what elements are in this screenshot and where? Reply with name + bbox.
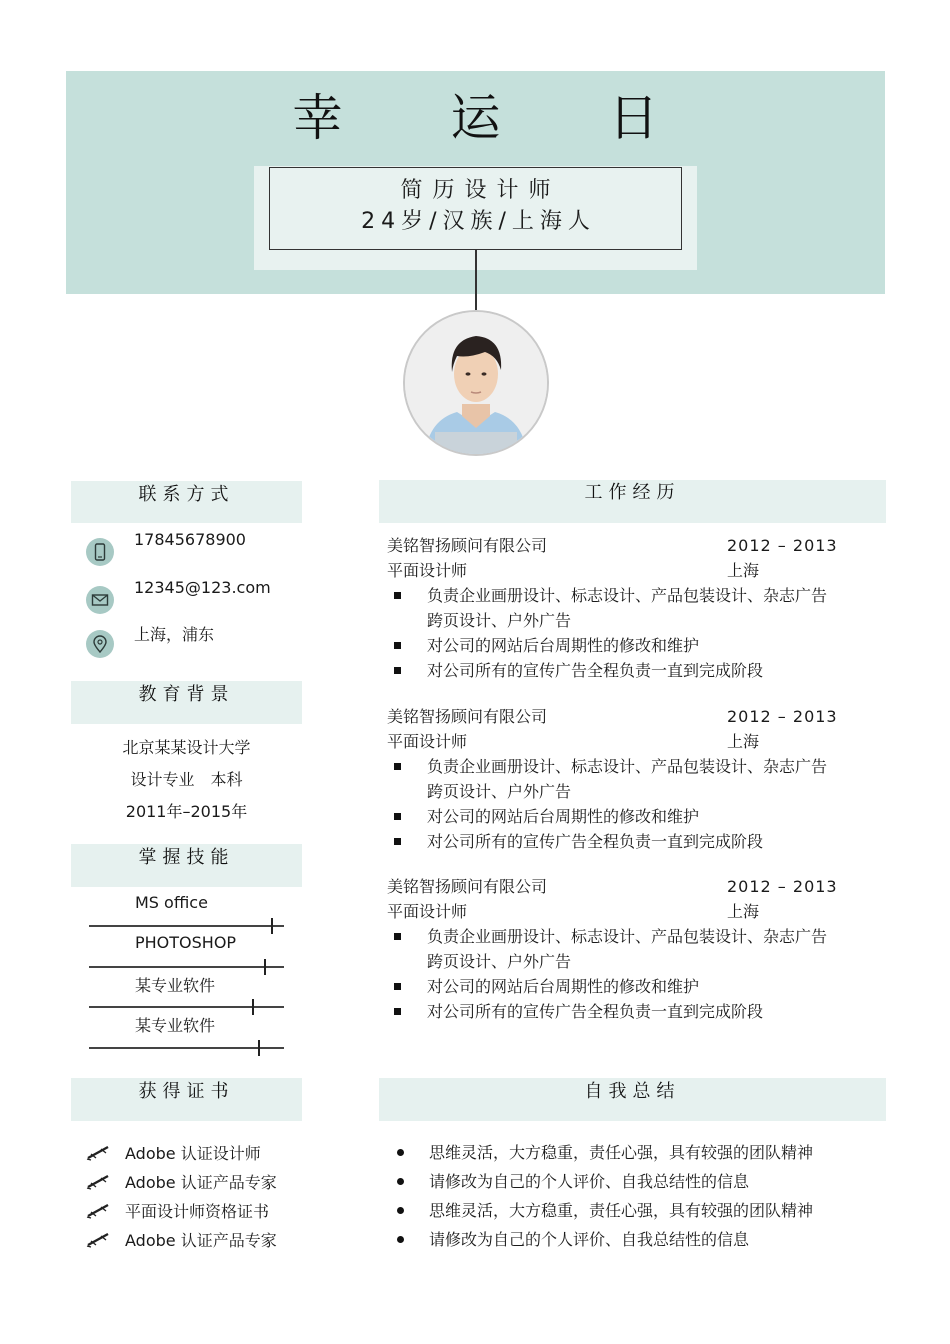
diploma-icon xyxy=(86,1201,112,1219)
skill-level-marker xyxy=(252,999,254,1015)
job-city: 上海 xyxy=(727,561,760,580)
skill-bar xyxy=(89,966,284,968)
location-pin-icon xyxy=(86,630,114,658)
diploma-icon xyxy=(86,1230,112,1248)
certificate-name: Adobe 认证设计师 xyxy=(125,1144,261,1163)
skills-heading-text: 掌握技能 xyxy=(138,847,235,868)
skill-name: MS office xyxy=(135,893,208,912)
phone-number[interactable]: 17845678900 xyxy=(134,530,246,549)
portrait-illustration xyxy=(405,312,547,454)
work-heading-text: 工作经历 xyxy=(584,482,681,503)
job-company: 美铭智扬顾问有限公司 xyxy=(387,877,548,896)
contact-heading xyxy=(71,481,302,523)
job-city: 上海 xyxy=(727,732,760,751)
summary-list xyxy=(387,1138,867,1254)
summary-item: 请修改为自己的个人评价、自我总结性的信息 xyxy=(387,1225,867,1254)
person-name: 幸运日 xyxy=(292,89,767,147)
job-duties xyxy=(387,583,857,683)
certificate-name: 平面设计师资格证书 xyxy=(125,1202,270,1221)
diploma-icon xyxy=(86,1172,112,1190)
phone-icon xyxy=(86,538,114,566)
skill-level-marker xyxy=(264,959,266,975)
job-duty: 对公司的网站后台周期性的修改和维护 xyxy=(387,633,837,658)
summary-item: 请修改为自己的个人评价、自我总结性的信息 xyxy=(387,1167,867,1196)
summary-heading-text: 自我总结 xyxy=(584,1081,681,1102)
job-years: 2012 – 2013 xyxy=(727,707,838,726)
job-entry xyxy=(387,704,857,854)
job-company: 美铭智扬顾问有限公司 xyxy=(387,707,548,726)
skill-bar xyxy=(89,1006,284,1008)
job-role: 平面设计师 xyxy=(387,561,468,580)
avatar xyxy=(403,310,549,456)
education-major: 设计专业 本科 xyxy=(130,770,243,789)
job-duties xyxy=(387,924,857,1024)
certificates-heading xyxy=(71,1078,302,1121)
job-duty: 对公司所有的宣传广告全程负责一直到完成阶段 xyxy=(387,829,837,854)
summary-item: 思维灵活，大方稳重，责任心强，具有较强的团队精神 xyxy=(387,1196,867,1225)
education-period: 2011年–2015年 xyxy=(125,802,248,821)
job-duty: 对公司的网站后台周期性的修改和维护 xyxy=(387,804,837,829)
job-duty: 对公司所有的宣传广告全程负责一直到完成阶段 xyxy=(387,658,837,683)
diploma-icon xyxy=(86,1143,112,1161)
job-duty: 对公司所有的宣传广告全程负责一直到完成阶段 xyxy=(387,999,837,1024)
job-role: 平面设计师 xyxy=(387,902,468,921)
job-years: 2012 – 2013 xyxy=(727,536,838,555)
skill-bar xyxy=(89,1047,284,1049)
title-box xyxy=(269,167,682,250)
job-city: 上海 xyxy=(727,902,760,921)
job-entry xyxy=(387,874,857,1024)
job-entry xyxy=(387,533,857,683)
certificate-name: Adobe 认证产品专家 xyxy=(125,1231,277,1250)
job-years: 2012 – 2013 xyxy=(727,877,838,896)
contact-heading-text: 联系方式 xyxy=(138,484,235,505)
job-duty: 负责企业画册设计、标志设计、产品包装设计、杂志广告跨页设计、户外广告 xyxy=(387,583,837,633)
skill-bar xyxy=(89,925,284,927)
education-heading-text: 教育背景 xyxy=(138,684,235,705)
job-title: 简历设计师 xyxy=(400,178,561,203)
summary-item: 思维灵活，大方稳重，责任心强，具有较强的团队精神 xyxy=(387,1138,867,1167)
skills-heading xyxy=(71,844,302,887)
profile-line: 24岁/汉族/上海人 xyxy=(361,209,596,234)
connector-line xyxy=(475,250,477,310)
certificate-name: Adobe 认证产品专家 xyxy=(125,1173,277,1192)
education-school: 北京某某设计大学 xyxy=(122,738,251,757)
job-role: 平面设计师 xyxy=(387,732,468,751)
work-heading xyxy=(379,480,886,523)
certificates-heading-text: 获得证书 xyxy=(138,1081,235,1102)
mail-icon xyxy=(86,586,114,614)
job-duty: 负责企业画册设计、标志设计、产品包装设计、杂志广告跨页设计、户外广告 xyxy=(387,924,837,974)
skill-level-marker xyxy=(271,918,273,934)
skill-name: 某专业软件 xyxy=(135,1016,216,1035)
skill-level-marker xyxy=(258,1040,260,1056)
summary-heading xyxy=(379,1078,886,1121)
job-company: 美铭智扬顾问有限公司 xyxy=(387,536,548,555)
location-text: 上海，浦东 xyxy=(134,625,215,644)
education-heading xyxy=(71,681,302,724)
job-duties xyxy=(387,754,857,854)
skill-name: PHOTOSHOP xyxy=(135,933,237,952)
job-duty: 负责企业画册设计、标志设计、产品包装设计、杂志广告跨页设计、户外广告 xyxy=(387,754,837,804)
email-address[interactable]: 12345@123.com xyxy=(134,578,271,597)
skill-name: 某专业软件 xyxy=(135,976,216,995)
job-duty: 对公司的网站后台周期性的修改和维护 xyxy=(387,974,837,999)
